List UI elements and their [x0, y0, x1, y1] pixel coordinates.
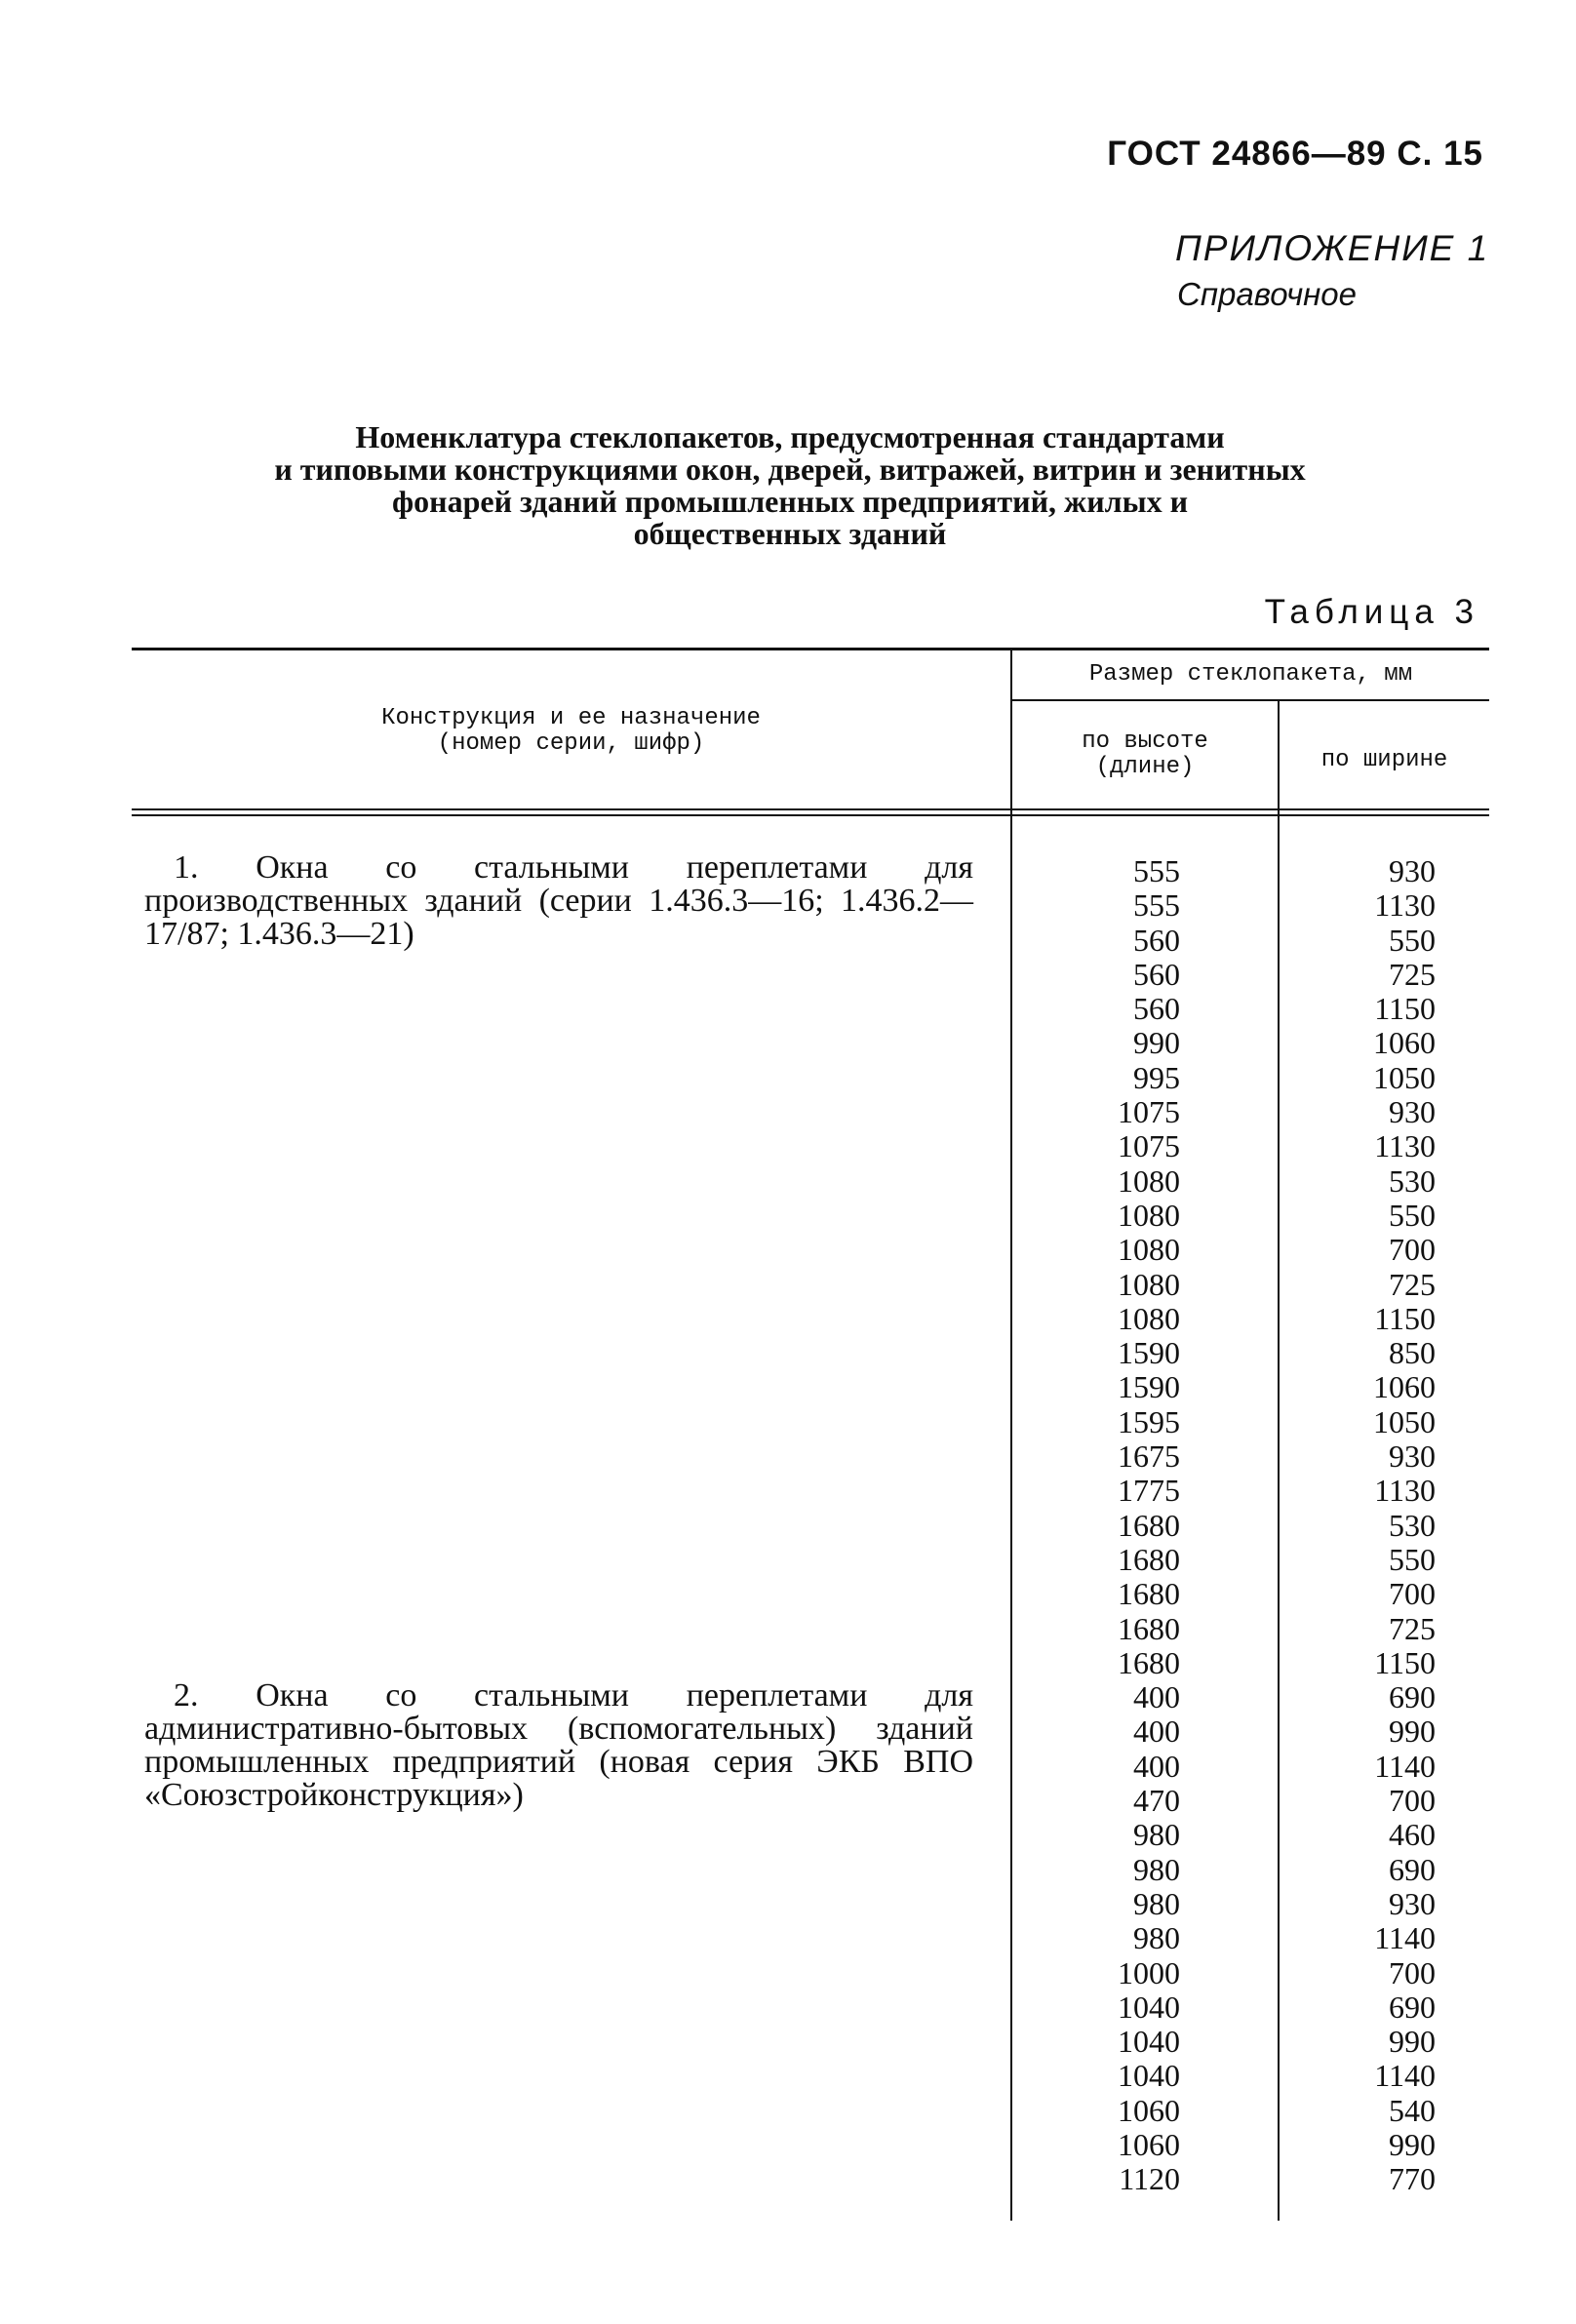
appendix-type: Справочное	[1177, 276, 1358, 312]
width-cell: 1050	[1373, 1059, 1436, 1095]
width-cell: 700	[1389, 1576, 1436, 1612]
width-cell: 990	[1389, 1713, 1436, 1750]
height-cell: 1680	[1118, 1644, 1180, 1680]
height-cell: 1680	[1118, 1507, 1180, 1543]
header-height-line: (длине)	[1095, 754, 1195, 780]
height-cell: 980	[1133, 1851, 1180, 1887]
width-cell: 1140	[1374, 1920, 1436, 1956]
height-cell: 995	[1133, 1059, 1180, 1095]
page-header: ГОСТ 24866—89 С. 15	[1107, 135, 1483, 173]
height-cell: 470	[1133, 1783, 1180, 1819]
width-cell: 1060	[1373, 1025, 1436, 1061]
height-cell: 1040	[1118, 1989, 1180, 2025]
height-cell: 1080	[1118, 1300, 1180, 1336]
height-cell: 1040	[1118, 2058, 1180, 2094]
row-description	[144, 1679, 973, 1812]
header-construction	[132, 706, 1010, 757]
size-header-rule	[1012, 699, 1489, 701]
width-cell: 550	[1389, 1541, 1436, 1577]
width-cell: 930	[1389, 1438, 1436, 1475]
width-cell: 1150	[1374, 1644, 1436, 1680]
width-cell: 725	[1389, 1266, 1436, 1302]
width-cell: 690	[1389, 1851, 1436, 1887]
width-cell: 1130	[1374, 1473, 1436, 1509]
width-cell: 930	[1389, 853, 1436, 888]
width-cell: 700	[1389, 1954, 1436, 1990]
height-cell: 1120	[1119, 2161, 1180, 2197]
height-cell: 1075	[1118, 1128, 1180, 1164]
width-cell: 1140	[1374, 1748, 1436, 1784]
document-heading	[137, 421, 1443, 550]
height-cell: 1595	[1118, 1403, 1180, 1439]
height-cell: 980	[1133, 1817, 1180, 1853]
height-cell: 400	[1133, 1748, 1180, 1784]
width-cell: 1050	[1373, 1403, 1436, 1439]
width-cell: 550	[1389, 922, 1436, 958]
height-cell: 1080	[1118, 1197, 1180, 1233]
heading-line: Номенклатура стеклопакетов, предусмотренная стандартами	[355, 419, 1225, 454]
heading-line: и типовыми конструкциями окон, дверей, витражей, витрин и зенитных	[274, 452, 1306, 487]
header-bottom-rule	[132, 814, 1489, 816]
table-label: Таблица 3	[1264, 593, 1479, 631]
header-height	[1012, 729, 1278, 780]
width-cell: 1150	[1374, 991, 1436, 1027]
width-cell: 930	[1389, 1094, 1436, 1130]
width-cell: 690	[1389, 1679, 1436, 1715]
width-cell: 1140	[1374, 2058, 1436, 2094]
height-cell: 1675	[1118, 1438, 1180, 1475]
height-cell: 1590	[1118, 1335, 1180, 1371]
width-cell: 530	[1389, 1507, 1436, 1543]
header-width: по ширине	[1320, 747, 1448, 773]
width-cell: 690	[1389, 1989, 1436, 2025]
heading-line: фонарей зданий промышленных предприятий, жилых и	[391, 484, 1189, 519]
appendix-title: ПРИЛОЖЕНИЕ 1	[1175, 228, 1490, 268]
height-cell: 980	[1133, 1920, 1180, 1956]
row-description-text: 2. Окна со стальными переплетами для административно-бытовых (вспомогательных) зданий промышленных предприятий (новая серия ЭКБ ВПО «Союзстройконструкция»)	[144, 1677, 973, 1813]
height-cell: 1680	[1118, 1610, 1180, 1646]
table-top-rule	[132, 648, 1489, 650]
width-cell: 725	[1389, 956, 1436, 992]
height-cell: 1060	[1118, 2126, 1180, 2162]
header-bottom-rule	[132, 808, 1489, 810]
height-cell: 400	[1133, 1679, 1180, 1715]
height-cell: 1060	[1118, 2092, 1180, 2128]
height-cell: 560	[1133, 922, 1180, 958]
heading-line: общественных зданий	[633, 516, 947, 551]
width-cell: 1060	[1373, 1369, 1436, 1405]
header-construction-line: Конструкция и ее назначение	[381, 705, 761, 731]
height-cell: 1000	[1118, 1954, 1180, 1990]
width-cell: 550	[1389, 1197, 1436, 1233]
width-column	[1278, 854, 1436, 2197]
height-cell: 1080	[1118, 1266, 1180, 1302]
height-cell: 400	[1133, 1713, 1180, 1750]
width-cell: 1130	[1374, 1128, 1436, 1164]
width-cell: 990	[1389, 2126, 1436, 2162]
height-cell: 1075	[1118, 1094, 1180, 1130]
width-cell: 700	[1389, 1232, 1436, 1268]
row-description	[144, 851, 973, 951]
height-cell: 1680	[1118, 1541, 1180, 1577]
width-cell: 725	[1389, 1610, 1436, 1646]
width-cell: 540	[1389, 2092, 1436, 2128]
header-construction-line: (номер серии, шифр)	[437, 730, 705, 757]
row-description-text: 1. Окна со стальными переплетами для производственных зданий (серии 1.436.3—16; 1.436.2—17/87; 1.436.3—21)	[144, 849, 973, 952]
width-cell: 850	[1389, 1335, 1436, 1371]
width-cell: 1130	[1374, 887, 1436, 924]
width-cell: 1150	[1374, 1300, 1436, 1336]
height-cell: 555	[1133, 853, 1180, 888]
width-cell: 930	[1389, 1885, 1436, 1921]
height-cell: 1680	[1118, 1576, 1180, 1612]
width-cell: 700	[1389, 1783, 1436, 1819]
height-cell: 1080	[1118, 1162, 1180, 1199]
header-size: Размер стеклопакета, мм	[1088, 661, 1413, 688]
width-cell: 460	[1389, 1817, 1436, 1853]
height-cell: 1040	[1118, 2024, 1180, 2060]
height-cell: 1590	[1118, 1369, 1180, 1405]
width-cell: 530	[1389, 1162, 1436, 1199]
height-column	[1012, 854, 1180, 2197]
height-cell: 1775	[1118, 1473, 1180, 1509]
height-cell: 990	[1133, 1025, 1180, 1061]
height-cell: 560	[1133, 991, 1180, 1027]
height-cell: 560	[1133, 956, 1180, 992]
width-cell: 990	[1389, 2024, 1436, 2060]
width-cell: 770	[1389, 2161, 1436, 2197]
height-cell: 555	[1133, 887, 1180, 924]
height-cell: 1080	[1118, 1232, 1180, 1268]
height-cell: 980	[1133, 1885, 1180, 1921]
header-height-line: по высоте	[1082, 729, 1208, 755]
